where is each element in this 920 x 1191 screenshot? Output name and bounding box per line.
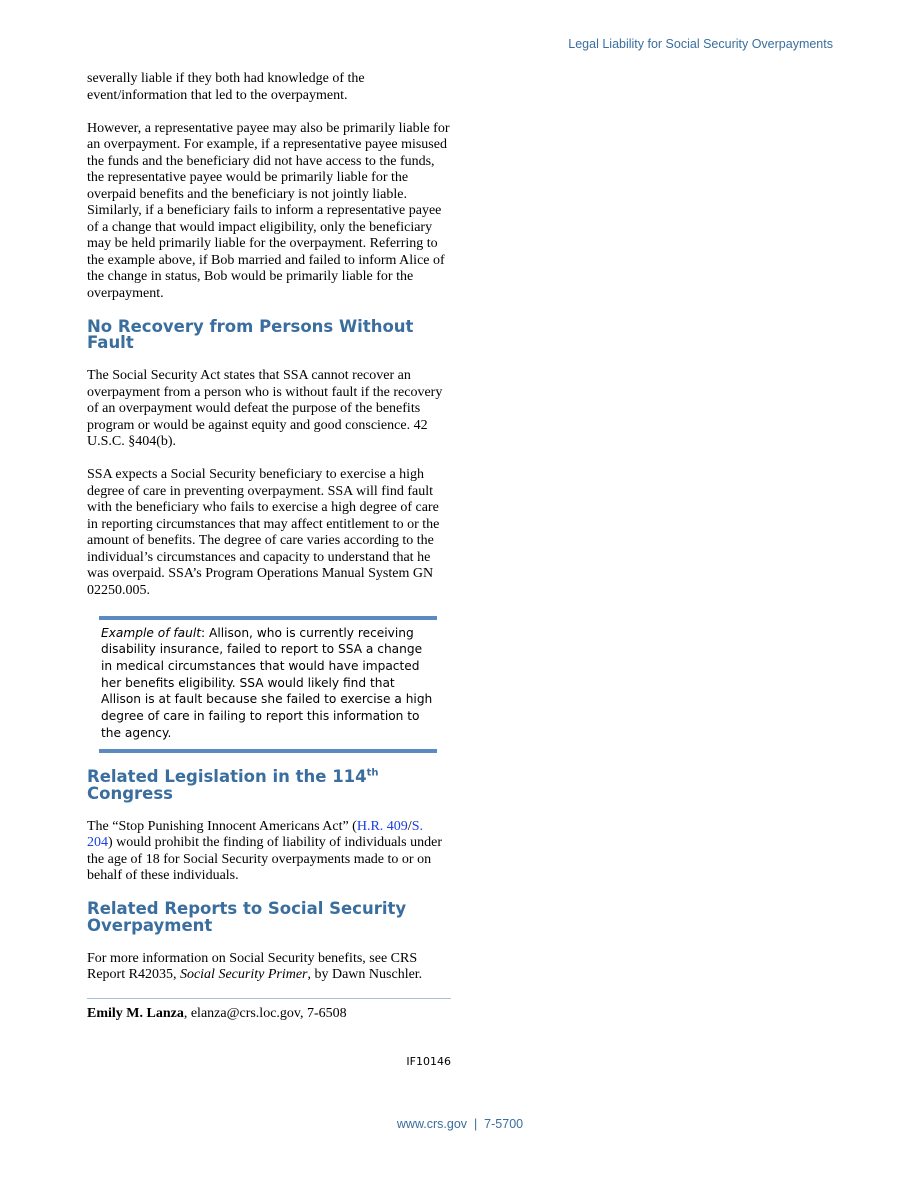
author-name: Emily M. Lanza: [87, 1006, 184, 1022]
paragraph-representative-payee: However, a representative payee may also be primarily liable for an overpayment. For example, if a representative payee misused the funds and the beneficiary did not have access to the funds, the representative payee would be primarily liable for the overpaid benefits and the beneficiary is not jointly liable. Similarly, if a beneficiary fails to inform a representative payee of a change that would impact eligibility, only the beneficiary may be held primarily liable for the overpayment. Referring to the example above, if Bob married and failed to inform Alice of the change in status, Bob would be primarily liable for the overpayment.: [87, 120, 450, 301]
legislation-text-start: The “Stop Punishing Innocent Americans Act” (: [87, 818, 357, 834]
heading-legislation-suffix: Congress: [87, 783, 173, 803]
heading-legislation-sup: th: [366, 767, 379, 779]
paragraph-social-security-act: The Social Security Act states that SSA cannot recover an overpayment from a person who is without fault if the recovery of an overpayment would defeat the purpose of the benefits program or would be against equity and good conscience. 42 U.S.C. §404(b).: [87, 368, 443, 449]
reports-text-start: For more information on Social Security benefits, see CRS Report R42035,: [87, 950, 418, 983]
reports-text-end: , by Dawn Nuschler.: [307, 967, 423, 983]
author-contact: , elanza@crs.loc.gov, 7-6508: [183, 1006, 347, 1022]
paragraph-degree-of-care: SSA expects a Social Security beneficiary to exercise a high degree of care in preventing overpayment. SSA will find fault with the beneficiary who fails to exercise a high degree of care in reporting circumstances that may affect entitlement to or the amount of benefits. The degree of care varies according to the individual’s circumstances and capacity to understand that he was overpaid. SSA’s Program Operations Manual System GN 02250.005.: [87, 467, 440, 598]
heading-related-reports: Related Reports to Social Security Overpayment: [87, 899, 407, 935]
legislation-text-end: ) would prohibit the finding of liability of individuals under the age of 18 for Social Security overpayments made to or on behalf of these individuals.: [87, 835, 443, 884]
link-hr-409[interactable]: H.R. 409: [356, 818, 408, 834]
paragraph-legislation: [87, 819, 451, 885]
heading-legislation-text: Related Legislation in the 114: [87, 767, 367, 787]
running-header: Legal Liability for Social Security Overpayments: [568, 37, 833, 51]
report-id: IF10146: [406, 1054, 451, 1068]
callout-label: Example of fault: [101, 625, 202, 640]
example-of-fault-callout: [99, 616, 437, 754]
main-column: [87, 71, 451, 1068]
link-s-204[interactable]: S. 204: [87, 818, 423, 851]
paragraph-related-reports: [87, 951, 451, 984]
callout-text: : Allison, who is currently receiving disability insurance, failed to report to SSA a change in medical circumstances that would have impacted her benefits eligibility. SSA would likely find that Allison is at fault because she failed to exercise a high degree of care in failing to report this information to the agency.: [101, 625, 433, 740]
report-title: Social Security Primer: [179, 967, 308, 983]
paragraph-joint-liability: severally liable if they both had knowledge of the event/information that led to the overpayment.: [87, 71, 365, 103]
heading-related-legislation: [87, 769, 451, 802]
footer-contact: www.crs.gov | 7-5700: [396, 1117, 524, 1131]
heading-no-recovery: No Recovery from Persons Without Fault: [87, 316, 414, 352]
author-signature: [87, 998, 451, 1023]
legislation-slash: /: [407, 818, 412, 834]
